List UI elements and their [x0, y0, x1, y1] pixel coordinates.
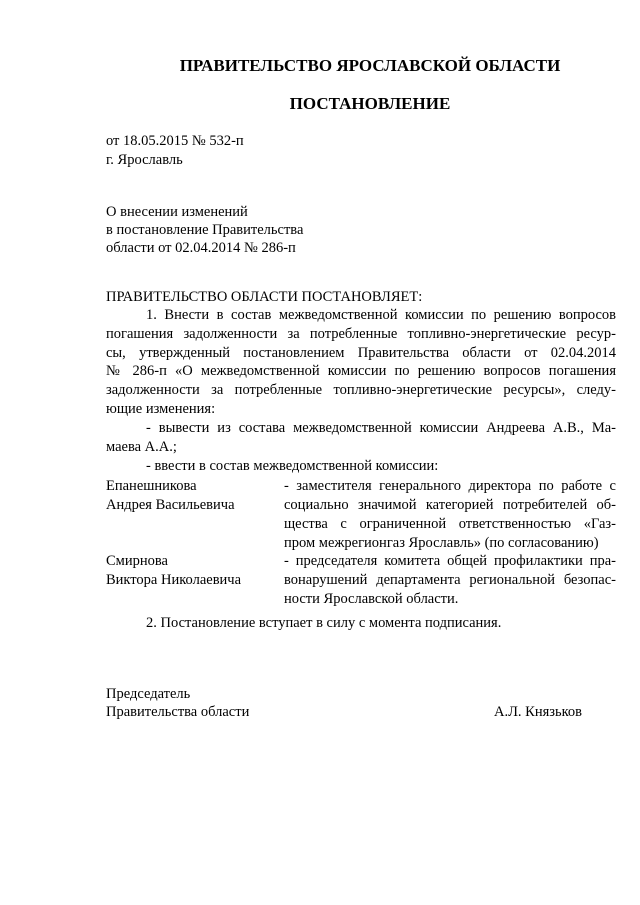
text-line: социально значимой категорией потребителей об- [284, 497, 616, 513]
remove-members-paragraph [106, 419, 616, 457]
text-line: № 286-п «О межведомственной комиссии по решению вопросов погашения [106, 363, 616, 380]
city: г. Ярославль [106, 152, 183, 168]
text-line: - заместителя генерального директора по работе с [284, 478, 616, 494]
text-line: пром межрегионгаз Ярославль» (по согласованию) [284, 535, 599, 551]
text-line: ности Ярославской области. [284, 591, 459, 607]
authority-heading: ПРАВИТЕЛЬСТВО ЯРОСЛАВСКОЙ ОБЛАСТИ [179, 56, 561, 75]
text-line: ющие изменения: [106, 400, 216, 417]
subject-line: области от 02.04.2014 № 286-п [106, 240, 296, 256]
member-description [284, 552, 616, 609]
member-given-name: Виктора Николаевича [106, 572, 242, 588]
text-line: 1. Внести в состав межведомственной комиссии по решению вопросов [146, 307, 616, 323]
text-line: сы, утвержденный постановлением Правительства области от 02.04.2014 [106, 344, 616, 361]
signature-name: А.Л. Князьков [494, 704, 583, 720]
member-surname: Смирнова [106, 553, 168, 569]
text-line: задолженности за потребленные топливно-энергетические ресурсы», следу- [106, 382, 616, 399]
text-line: - председателя комитета общей профилактики пра- [284, 553, 616, 569]
item-1-paragraph [106, 306, 616, 419]
document-type-heading: ПОСТАНОВЛЕНИЕ [289, 94, 451, 113]
subject-line: О внесении изменений [106, 204, 248, 220]
text-line: вонарушений департамента региональной безопас- [284, 572, 616, 588]
text-line: - ввести в состав межведомственной комиссии: [146, 458, 439, 474]
signature-title: Председатель [106, 686, 191, 702]
member-description [284, 477, 616, 553]
item-2-paragraph: 2. Постановление вступает в силу с момента подписания. [146, 615, 502, 631]
text-line: щества с ограниченной ответственностью «Газ- [284, 516, 616, 532]
member-surname: Епанешникова [106, 478, 197, 494]
text-line: погашения задолженности за потребленные топливно-энергетические ресур- [106, 325, 616, 342]
signature-title: Правительства области [106, 704, 250, 720]
text-line: маева А.А.; [106, 438, 177, 455]
text-line: - вывести из состава межведомственной комиссии Андреева А.В., Ма- [146, 420, 616, 436]
subject-line: в постановление Правительства [106, 222, 304, 238]
member-name [106, 552, 241, 590]
member-name [106, 477, 235, 515]
add-members-paragraph [106, 457, 616, 476]
decree-line: ПРАВИТЕЛЬСТВО ОБЛАСТИ ПОСТАНОВЛЯЕТ: [106, 289, 423, 305]
member-given-name: Андрея Васильевича [106, 497, 235, 513]
date-number: от 18.05.2015 № 532-п [106, 133, 244, 149]
